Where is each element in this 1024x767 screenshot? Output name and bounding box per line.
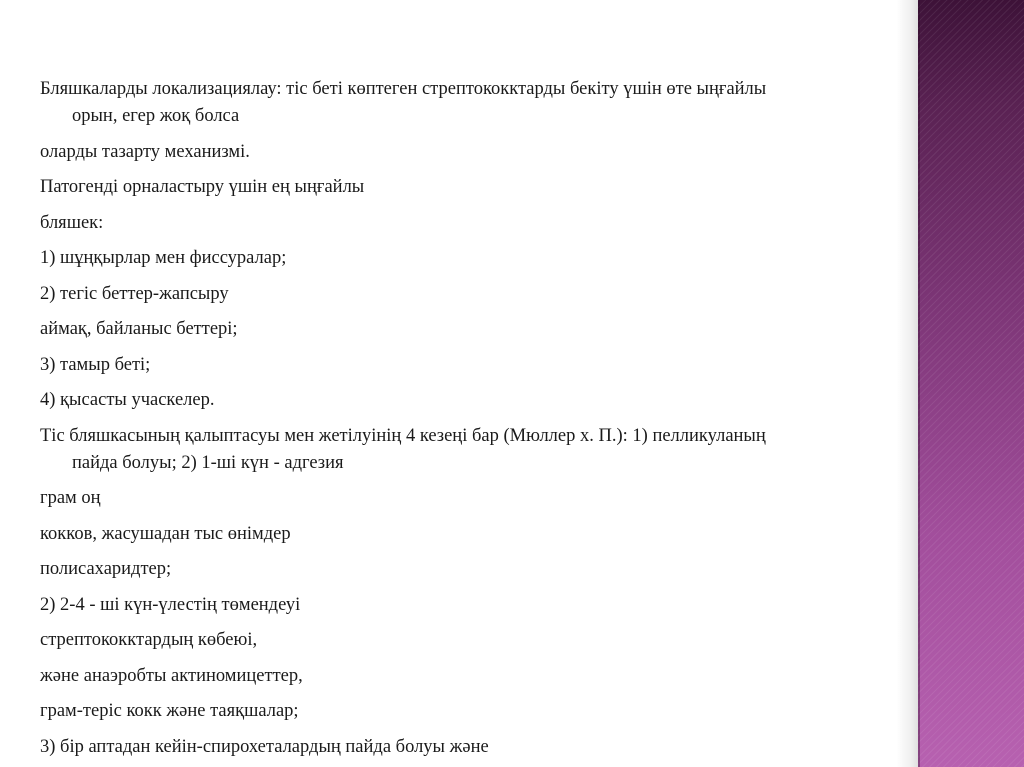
text-line: Патогенді орналастыру үшін ең ыңғайлы (40, 177, 365, 197)
paragraph (40, 556, 940, 583)
text-line: полисахаридтер; (40, 559, 172, 579)
text-line: орын, егер жоқ болса (72, 106, 240, 126)
paragraph (40, 139, 940, 166)
list-item (40, 281, 940, 308)
text-line: кокков, жасушадан тыс өнімдер (40, 523, 291, 544)
paragraph (40, 698, 940, 725)
text-line: 2) 2-4 - ші күн-үлестің төмендеуі (40, 594, 301, 615)
paragraph (40, 663, 940, 690)
text-line: 3) тамыр беті; (40, 354, 151, 375)
text-line: 4) қысасты учаскелер. (40, 390, 215, 410)
text-line: оларды тазарту механизмі. (40, 141, 250, 162)
paragraph-plaque-stages (40, 423, 940, 477)
paragraph-plaque-localization (40, 76, 940, 130)
slide-body (40, 76, 940, 767)
text-line: Тіс бляшкасының қалыптасуы мен жетілуінің 4 кезеңі бар (Мюллер х. П.): 1) пелликуланың (40, 425, 766, 446)
text-line: грам оң (40, 488, 101, 508)
list-item (40, 352, 940, 379)
paragraph (40, 210, 940, 237)
text-line: бляшек: (40, 212, 104, 233)
paragraph (40, 485, 940, 512)
list-item (40, 245, 940, 272)
list-item (40, 734, 940, 761)
text-line: стрептококктардың көбеюі, (40, 630, 258, 650)
text-line: грам-теріс кокк және таяқшалар; (40, 701, 299, 721)
text-line: пайда болуы; 2) 1-ші күн - адгезия (72, 452, 344, 473)
paragraph (40, 174, 940, 201)
paragraph (40, 627, 940, 654)
text-line: 3) бір аптадан кейін-спирохеталардың пайда болуы және (40, 736, 489, 757)
text-line: Бляшкаларды локализациялау: тіс беті көптеген стрептококктарды бекіту үшін өте ыңғайлы (40, 79, 767, 99)
paragraph (40, 521, 940, 548)
text-line: және анаэробты актиномицеттер, (40, 665, 303, 686)
text-line: аймақ, байланыс беттері; (40, 319, 238, 339)
text-line: 2) тегіс беттер-жапсыру (40, 283, 229, 304)
list-item (40, 592, 940, 619)
text-line: 1) шұңқырлар мен фиссуралар; (40, 248, 287, 268)
list-item (40, 387, 940, 414)
paragraph (40, 316, 940, 343)
